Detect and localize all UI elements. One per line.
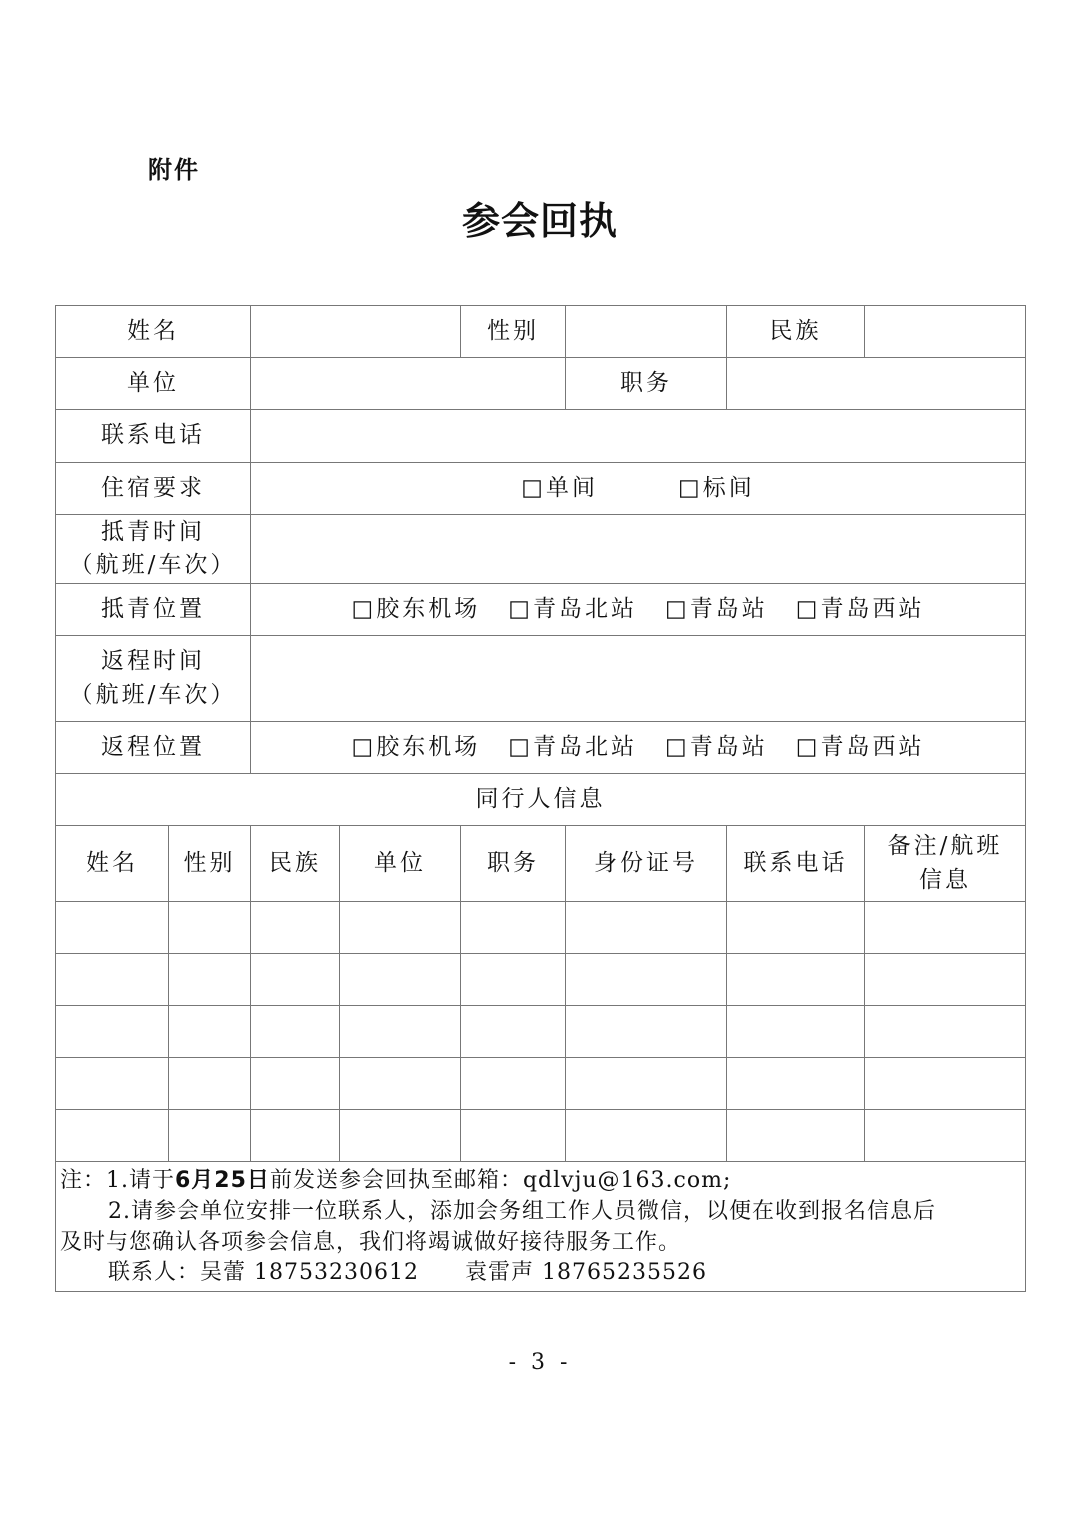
companion-cell[interactable]	[56, 954, 169, 1006]
arrival-time-field[interactable]	[251, 515, 1026, 584]
companion-cell[interactable]	[340, 954, 461, 1006]
companion-row	[56, 902, 1026, 954]
return-location-label: 返程位置	[56, 722, 251, 774]
companion-cell[interactable]	[251, 954, 340, 1006]
companion-cell[interactable]	[865, 902, 1026, 954]
gender-field[interactable]	[566, 306, 727, 358]
arrival-qingdao-west-checkbox[interactable]: □青岛西站	[795, 595, 925, 622]
phone-label: 联系电话	[56, 410, 251, 463]
page-number: - 3 -	[508, 1350, 572, 1375]
companion-cell[interactable]	[340, 1006, 461, 1058]
return-time-title: 返程时间	[101, 648, 205, 675]
companion-header-phone: 联系电话	[727, 826, 865, 902]
companion-cell[interactable]	[169, 954, 251, 1006]
arrival-time-subtitle: （航班/车次）	[69, 552, 237, 578]
companion-cell[interactable]	[865, 1006, 1026, 1058]
companion-cell[interactable]	[340, 1110, 461, 1162]
arrival-location-label: 抵青位置	[56, 584, 251, 636]
arrival-time-label	[56, 515, 251, 584]
arrival-jiaodong-airport-checkbox[interactable]: □胶东机场	[351, 595, 481, 622]
unit-field[interactable]	[251, 358, 566, 410]
companion-cell[interactable]	[865, 954, 1026, 1006]
return-location-options	[251, 722, 1026, 774]
companion-header-ethnicity: 民族	[251, 826, 340, 902]
ethnicity-label: 民族	[727, 306, 865, 358]
companion-cell[interactable]	[727, 954, 865, 1006]
companion-cell[interactable]	[169, 902, 251, 954]
note-deadline: 6月25日	[175, 1168, 270, 1193]
companion-header-unit: 单位	[340, 826, 461, 902]
arrival-location-options	[251, 584, 1026, 636]
companion-cell[interactable]	[56, 1006, 169, 1058]
companion-cell[interactable]	[566, 1110, 727, 1162]
attachment-label: 附件	[148, 156, 200, 184]
companion-cell[interactable]	[566, 1006, 727, 1058]
arrival-time-title: 抵青时间	[101, 518, 205, 545]
companion-cell[interactable]	[340, 1058, 461, 1110]
companion-cell[interactable]	[566, 902, 727, 954]
name-field[interactable]	[251, 306, 461, 358]
companion-cell[interactable]	[169, 1058, 251, 1110]
position-field[interactable]	[727, 358, 1026, 410]
lodging-options	[251, 463, 1026, 515]
note-contacts	[60, 1258, 1023, 1289]
contact-person-1: 吴蕾 18753230612	[200, 1260, 419, 1286]
contact-person-2: 袁雷声 18765235526	[464, 1260, 707, 1286]
companion-header-position: 职务	[461, 826, 566, 902]
registration-form	[55, 305, 1026, 1292]
contact-label: 联系人：	[108, 1260, 201, 1286]
note-line-2-cont: 及时与您确认各项参会信息，我们将竭诚做好接待服务工作。	[60, 1229, 682, 1255]
companion-cell[interactable]	[56, 902, 169, 954]
return-qingdao-north-checkbox[interactable]: □青岛北站	[508, 733, 637, 760]
companion-cell[interactable]	[865, 1058, 1026, 1110]
return-jiaodong-airport-checkbox[interactable]: □胶东机场	[351, 733, 481, 760]
unit-label: 单位	[56, 358, 251, 410]
companion-header-gender: 性别	[169, 826, 251, 902]
companion-header-remarks	[865, 826, 1026, 902]
return-qingdao-west-checkbox[interactable]: □青岛西站	[795, 733, 925, 760]
companion-cell[interactable]	[251, 1110, 340, 1162]
companion-header-name: 姓名	[56, 826, 169, 902]
gender-label: 性别	[461, 306, 566, 358]
return-qingdao-station-checkbox[interactable]: □青岛站	[665, 733, 768, 760]
companion-section-title: 同行人信息	[56, 774, 1026, 826]
companion-cell[interactable]	[340, 902, 461, 954]
note-prefix: 注：1.请于	[60, 1168, 175, 1193]
companion-cell[interactable]	[251, 1058, 340, 1110]
notes-block	[56, 1162, 1026, 1292]
companion-cell[interactable]	[727, 902, 865, 954]
position-label: 职务	[566, 358, 727, 410]
companion-header-remarks-line2: 信息	[919, 866, 971, 893]
companion-cell[interactable]	[461, 902, 566, 954]
note-email-text: 前发送参会回执至邮箱：qdlvju@163.com;	[269, 1168, 732, 1193]
companion-cell[interactable]	[251, 902, 340, 954]
return-time-subtitle: （航班/车次）	[69, 681, 237, 708]
lodging-single-checkbox[interactable]: □单间	[521, 474, 598, 501]
companion-cell[interactable]	[727, 1110, 865, 1162]
companion-cell[interactable]	[461, 1006, 566, 1058]
companion-cell[interactable]	[566, 1058, 727, 1110]
companion-cell[interactable]	[56, 1110, 169, 1162]
companion-row	[56, 1006, 1026, 1058]
companion-cell[interactable]	[566, 954, 727, 1006]
companion-row	[56, 1110, 1026, 1162]
ethnicity-field[interactable]	[865, 306, 1026, 358]
arrival-qingdao-north-checkbox[interactable]: □青岛北站	[508, 595, 637, 622]
companion-cell[interactable]	[461, 954, 566, 1006]
companion-cell[interactable]	[169, 1110, 251, 1162]
companion-cell[interactable]	[169, 1006, 251, 1058]
companion-header-id-number: 身份证号	[566, 826, 727, 902]
lodging-double-checkbox[interactable]: □标间	[678, 474, 755, 501]
name-label: 姓名	[56, 306, 251, 358]
phone-field[interactable]	[251, 410, 1026, 463]
companion-cell[interactable]	[727, 1058, 865, 1110]
companion-row	[56, 1058, 1026, 1110]
return-time-field[interactable]	[251, 636, 1026, 722]
page-title: 参会回执	[461, 199, 618, 243]
companion-cell[interactable]	[251, 1006, 340, 1058]
note-line-1	[60, 1166, 1023, 1197]
companion-cell[interactable]	[461, 1110, 566, 1162]
companion-header-remarks-line1: 备注/航班	[887, 833, 1003, 860]
companion-cell[interactable]	[727, 1006, 865, 1058]
return-time-label	[56, 636, 251, 722]
note-line-2: 2.请参会单位安排一位联系人，添加会务组工作人员微信，以便在收到报名信息后	[108, 1198, 936, 1224]
companion-cell[interactable]	[865, 1110, 1026, 1162]
lodging-label: 住宿要求	[56, 463, 251, 515]
companion-row	[56, 954, 1026, 1006]
arrival-qingdao-station-checkbox[interactable]: □青岛站	[665, 595, 768, 622]
companion-cell[interactable]	[56, 1058, 169, 1110]
companion-cell[interactable]	[461, 1058, 566, 1110]
